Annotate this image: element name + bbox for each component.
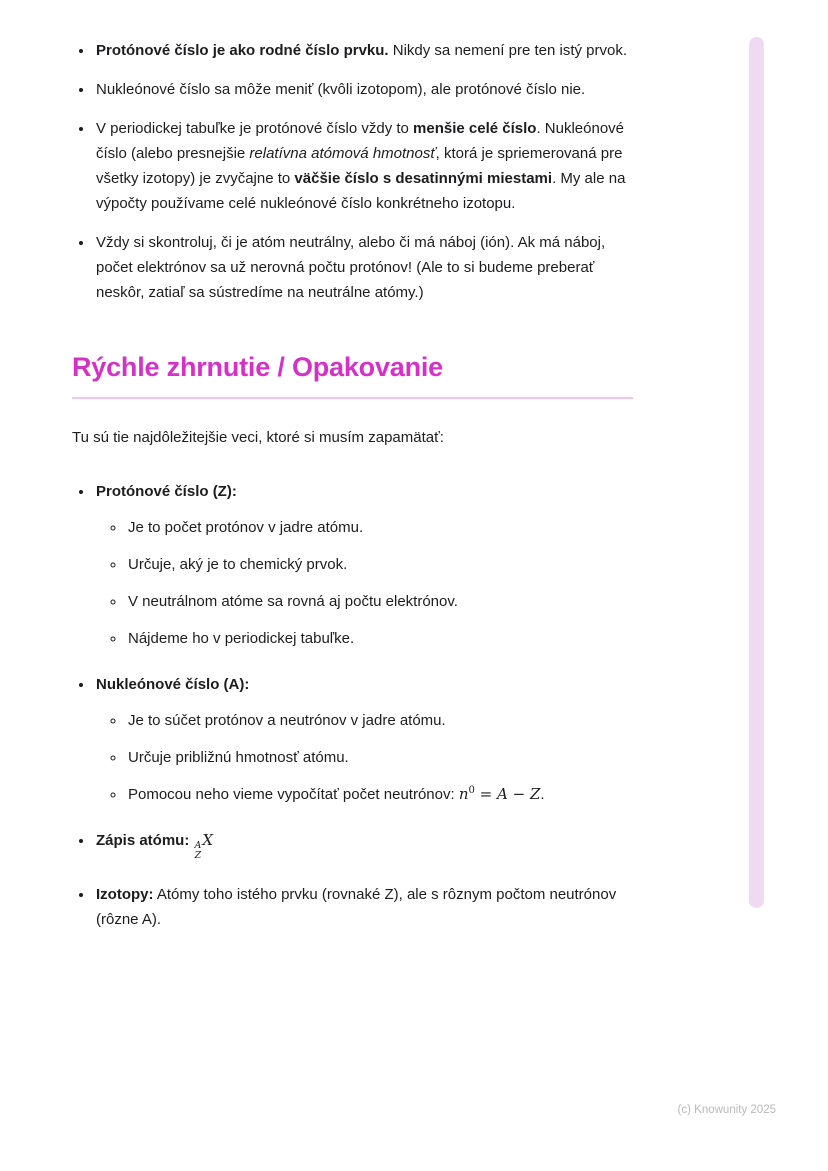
sub-item-text: Určuje približnú hmotnosť atómu. [128,749,349,766]
list-item-text: Protónové číslo (Z): [96,483,237,500]
sub-list [96,515,633,651]
list-item [94,672,633,807]
intro-paragraph: Tu sú tie najdôležitejšie veci, ktoré si musím zapamätať: [72,429,444,446]
list-item-text: V periodickej tabuľke je protónové číslo vždy to menšie celé číslo. Nukleónové číslo (alebo presnejšie relatívna atómová hmotnosť, ktorá je spriemerovaná pre všetky izotopy) je zvyčajne to väčšie číslo s desatinnými miestami. My ale na výpočty používame celé nukleónové číslo konkrétneho izotopu. [96,120,626,212]
list-item-text: Protónové číslo je ako rodné číslo prvku. Nikdy sa nemení pre ten istý prvok. [96,42,628,59]
list-item-text: Nukleónové číslo (A): [96,676,250,693]
section-heading: Rýchle zhrnutie / Opakovanie [72,352,444,382]
sub-list-item [126,552,633,577]
heading-divider [72,397,633,399]
list-item-text: Vždy si skontroluj, či je atóm neutrálny, alebo či má náboj (ión). Ak má náboj, počet elektrónov sa už nerovná počtu protónov! (Ale to si budeme preberať neskôr, zatiaľ sa sústredíme na neutrálne atómy.) [96,234,606,301]
list-item [94,828,633,861]
sub-item-text: Je to súčet protónov a neutrónov v jadre atómu. [128,712,446,729]
sub-item-text: Je to počet protónov v jadre atómu. [128,519,364,536]
sub-list-item [126,782,633,807]
list-item-text: Nukleónové číslo sa môže meniť (kvôli izotopom), ale protónové číslo nie. [96,81,586,98]
list-item-text: Izotopy: Atómy toho istého prvku (rovnaké Z), ale s rôznym počtom neutrónov (rôzne A). [96,885,617,928]
scroll-indicator[interactable] [749,37,764,908]
list-item [94,77,633,102]
list-item [94,116,633,216]
sub-item-text: Pomocou neho vieme vypočítať počet neutrónov: $n^0 = A - Z$. [128,785,545,803]
sub-list-item [126,626,633,651]
sub-list [96,708,633,807]
list-item [94,479,633,651]
list-item [94,882,633,932]
summary-list [72,479,633,932]
sub-list-item [126,515,633,540]
sub-list-item [126,745,633,770]
sub-list-item [126,708,633,733]
footer-credit: (c) Knowunity 2025 [677,1104,776,1116]
intro-list [72,38,633,305]
sub-item-text: Nájdeme ho v periodickej tabuľke. [128,630,355,647]
list-item-text: Zápis atómu: A Z X [96,831,214,861]
sub-list-item [126,589,633,614]
sub-item-text: Určuje, aký je to chemický prvok. [128,556,348,573]
list-item [94,230,633,305]
list-item [94,38,633,63]
sub-item-text: V neutrálnom atóme sa rovná aj počtu elektrónov. [128,593,458,610]
